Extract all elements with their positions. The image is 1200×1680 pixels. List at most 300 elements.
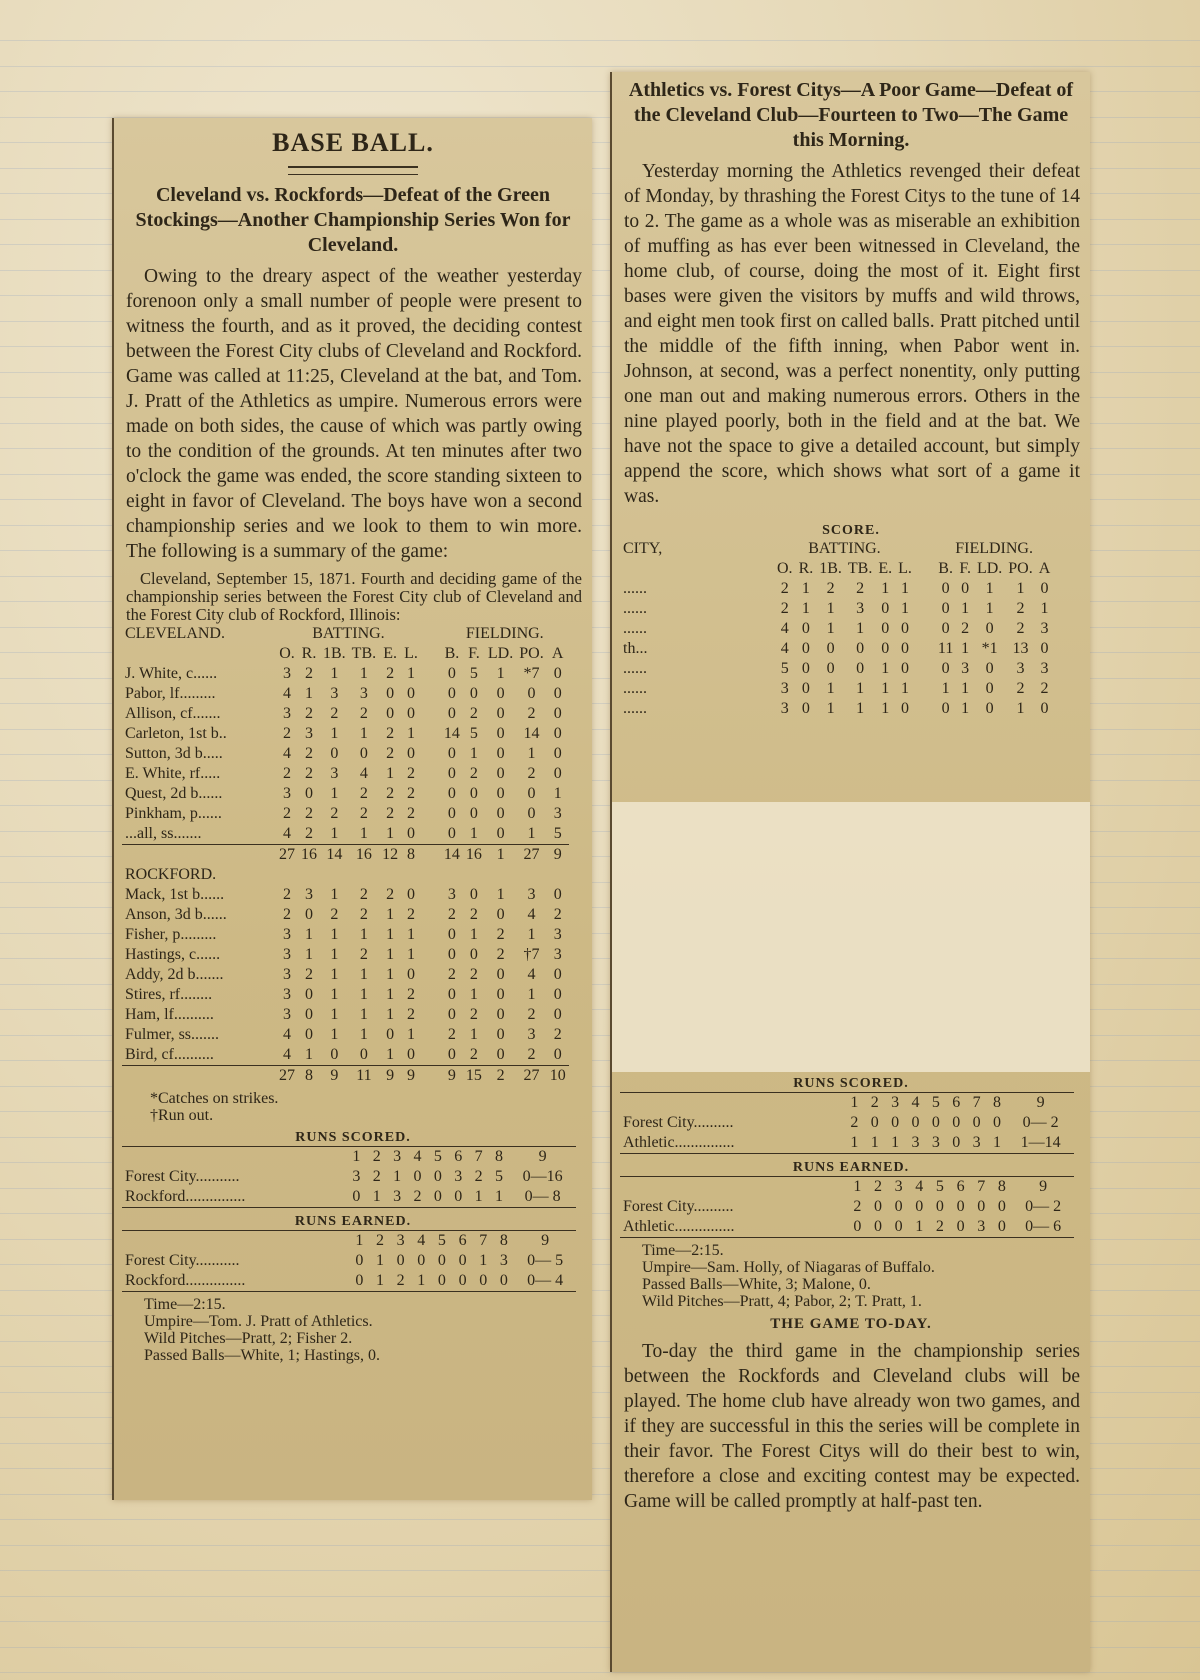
- stat-cell: 1: [386, 906, 395, 923]
- stat-cell: 0: [407, 745, 416, 762]
- inning-runs: 0: [458, 1272, 467, 1289]
- stat-cell: 2: [305, 805, 313, 822]
- stat-cell: 0: [553, 685, 562, 702]
- inning-runs: 1: [870, 1134, 879, 1151]
- stat-cell: 3: [553, 926, 562, 943]
- stat-cell: 0: [386, 685, 395, 702]
- stat-cell: 0: [447, 765, 456, 782]
- stat-cell: 2: [283, 805, 291, 822]
- stat-cell: 2: [386, 886, 395, 903]
- inning-runs: 2: [853, 1198, 862, 1215]
- stat-cell: 1: [330, 986, 339, 1003]
- inning-runs: 0: [956, 1198, 965, 1215]
- stat-cell: 1: [469, 825, 478, 842]
- innings-table: [620, 1092, 1074, 1154]
- box-score: [612, 539, 1090, 719]
- stat-cell: 2: [407, 986, 416, 1003]
- inning-runs: 0: [499, 1272, 508, 1289]
- stat-cell: 0: [801, 640, 810, 657]
- stat-cell: 0: [305, 906, 313, 923]
- inning-runs: 0: [997, 1198, 1006, 1215]
- note: Umpire—Sam. Holly, of Niagaras of Buffalo.: [642, 1259, 935, 1276]
- total-cell: 11: [349, 1066, 379, 1087]
- stat-cell: 0: [330, 1046, 339, 1063]
- stat-cell: 1: [386, 1046, 395, 1063]
- inning-runs: 0: [935, 1198, 944, 1215]
- player-name: Stires, rf........: [125, 986, 213, 1003]
- player-name: Allison, cf.......: [125, 705, 221, 722]
- stat-cell: 3: [553, 805, 562, 822]
- inning-runs: 0: [454, 1188, 463, 1205]
- player-name: ......: [623, 700, 647, 717]
- article-title: BASE BALL.: [272, 128, 434, 157]
- stat-cell: 5: [469, 725, 478, 742]
- stat-cell: 1: [407, 946, 416, 963]
- article-body: Owing to the dreary aspect of the weather yesterday forenoon only a small number of people were present to witness the fourth, and as it proved, the deciding contest between the Forest City clubs of Cleveland and Rockford. Game was called at 11:25, Cleveland at the bat, and Tom. J. Pratt of the Athletics as umpire. Numerous errors were made on both sides, the cause of which was partly owing to the condition of the grounds. At ten minutes after two o'clock the game was ended, the score standing sixteen to eight in favor of Cleveland. The boys have won a second championship series and we look to them to win more. The following is a summary of the game:: [126, 266, 582, 562]
- stat-cell: 2: [780, 600, 789, 617]
- column-header: 1B.: [323, 645, 346, 662]
- player-name: E. White, rf.....: [125, 765, 221, 782]
- inning-runs: 0: [437, 1272, 446, 1289]
- stat-cell: 4: [359, 765, 368, 782]
- stat-cell: 0: [941, 600, 950, 617]
- stat-cell: 0: [801, 620, 810, 637]
- stat-cell: 3: [527, 1026, 536, 1043]
- stat-cell: 0: [496, 725, 505, 742]
- spacer: [421, 784, 441, 804]
- stat-cell: 3: [283, 986, 291, 1003]
- team-runs-row: [620, 1217, 1074, 1238]
- stat-cell: 1: [1040, 600, 1049, 617]
- column-header: 1B.: [819, 560, 842, 577]
- score-title: SCORE.: [822, 523, 880, 538]
- inning-number: 4: [911, 1094, 920, 1111]
- stat-cell: 2: [330, 805, 339, 822]
- inning-runs: 2: [413, 1188, 422, 1205]
- inning-runs: 0— 2: [1022, 1114, 1059, 1131]
- stat-cell: 0: [801, 660, 810, 677]
- stat-cell: 2: [826, 580, 835, 597]
- player-name: Pabor, lf.........: [125, 685, 216, 702]
- stat-cell: 1: [330, 886, 339, 903]
- stat-cell: 2: [447, 966, 456, 983]
- stat-cell: 1: [386, 765, 395, 782]
- stat-cell: 1: [330, 665, 339, 682]
- total-cell: 9: [379, 1066, 401, 1087]
- column-header: PO.: [519, 645, 544, 662]
- player-row: [620, 619, 1053, 639]
- headline: Athletics vs. Forest Citys—A Poor Game—Defeat of the Cleveland Club—Fourteen to Two—The Game this Morning.: [628, 79, 1074, 151]
- inning-runs: 0: [956, 1218, 965, 1235]
- inning-number: 6: [454, 1148, 463, 1165]
- inning-runs: 0: [458, 1252, 467, 1269]
- stat-cell: 0: [1040, 580, 1049, 597]
- inning-runs: 1: [479, 1252, 488, 1269]
- stat-cell: 0: [496, 825, 505, 842]
- headline: Cleveland vs. Rockfords—Defeat of the Green Stockings—Another Championship Series Won for Cleveland.: [135, 184, 571, 256]
- inning-runs: 0: [972, 1114, 981, 1131]
- spacer: [620, 1177, 847, 1198]
- stat-cell: 1: [527, 986, 536, 1003]
- ledger-line: [0, 66, 1200, 67]
- spacer: [421, 664, 441, 684]
- stat-cell: 2: [527, 1046, 536, 1063]
- inning-number: 4: [417, 1232, 426, 1249]
- inning-number: 7: [479, 1232, 488, 1249]
- stat-cell: 1: [386, 966, 395, 983]
- stat-cell: 2: [386, 665, 395, 682]
- stat-cell: 2: [359, 946, 368, 963]
- stat-cell: 2: [305, 825, 313, 842]
- stat-cell: 0: [447, 785, 456, 802]
- stat-cell: 0: [407, 886, 416, 903]
- stat-cell: 1: [985, 600, 994, 617]
- stat-cell: 0: [881, 620, 890, 637]
- stat-cell: 0: [386, 1026, 395, 1043]
- inning-number: 4: [413, 1148, 422, 1165]
- stat-cell: 2: [330, 906, 339, 923]
- stat-cell: 2: [305, 745, 313, 762]
- spacer: [915, 639, 935, 659]
- note: Time—2:15.: [642, 1242, 724, 1259]
- player-row: [122, 925, 569, 945]
- spacer: [421, 1005, 441, 1025]
- team-name: Forest City..........: [623, 1114, 734, 1131]
- inning-runs: 1: [891, 1134, 900, 1151]
- inning-runs: 1: [850, 1134, 859, 1151]
- stat-cell: 1: [881, 580, 890, 597]
- stat-cell: 2: [359, 886, 368, 903]
- player-row: [122, 945, 569, 965]
- spacer: [421, 905, 441, 925]
- innings-table: [122, 1146, 576, 1208]
- innings-table: [620, 1176, 1074, 1238]
- inning-number: 2: [870, 1094, 879, 1111]
- column-header: F.: [959, 560, 971, 577]
- article-body: To-day the third game in the championship series between the Rockfords and Cleveland clubs will be played. The home club have already won two games, and if they are successful in this the series will be complete in their favor. The Forest Citys will do their best to win, therefore a close and exciting contest may be expected. Game will be called promptly at half-past ten.: [624, 1341, 1080, 1512]
- stat-cell: 2: [856, 580, 865, 597]
- player-name: Pinkham, p......: [125, 805, 222, 822]
- section-title: RUNS EARNED.: [792, 1160, 910, 1175]
- column-header: A: [1038, 560, 1051, 577]
- header-row: [122, 624, 569, 644]
- inning-runs: 1: [474, 1188, 483, 1205]
- spacer: [122, 1231, 349, 1252]
- stat-cell: 1: [330, 946, 339, 963]
- inning-runs: 2: [372, 1168, 381, 1185]
- column-header: L.: [898, 560, 912, 577]
- player-name: Fisher, p.........: [125, 926, 217, 943]
- inning-runs: 3: [977, 1218, 986, 1235]
- total-cell: 27: [276, 845, 298, 866]
- spacer: [915, 659, 935, 679]
- player-row: [122, 1005, 569, 1025]
- footnotes: [150, 1090, 582, 1124]
- stat-cell: 1: [359, 1006, 368, 1023]
- spacer: [421, 624, 441, 644]
- inning-runs: 3: [972, 1134, 981, 1151]
- inning-runs: 1: [372, 1188, 381, 1205]
- stat-cell: 0: [305, 986, 313, 1003]
- column-header: TB.: [847, 560, 873, 577]
- stat-cell: †7: [523, 946, 540, 963]
- column-header: LD.: [976, 560, 1003, 577]
- inning-runs: 0: [355, 1272, 364, 1289]
- stat-cell: 2: [469, 966, 478, 983]
- column-header: R.: [301, 645, 317, 662]
- spacer: [421, 1066, 441, 1087]
- total-cell: 14: [441, 845, 463, 866]
- stat-cell: 2: [496, 946, 505, 963]
- inning-number: 8: [997, 1178, 1006, 1195]
- spacer: [421, 945, 441, 965]
- box-score-table: [122, 624, 569, 1086]
- inning-number: 8: [992, 1094, 1001, 1111]
- stat-cell: 0: [553, 1046, 562, 1063]
- stat-cell: 3: [527, 886, 536, 903]
- batting-label: BATTING.: [312, 625, 385, 642]
- stat-cell: 0: [881, 600, 890, 617]
- column-header: O.: [279, 645, 295, 662]
- stat-cell: 1: [407, 1026, 416, 1043]
- player-name: Sutton, 3d b.....: [125, 745, 223, 762]
- stat-cell: 0: [941, 580, 950, 597]
- player-row: [122, 684, 569, 704]
- inning-runs: 1: [376, 1272, 384, 1289]
- innings-header: [620, 1093, 1074, 1114]
- column-header: B.: [938, 560, 953, 577]
- total-cell: 16: [463, 845, 485, 866]
- stat-cell: 0: [941, 660, 950, 677]
- spacer: [421, 885, 441, 905]
- stat-cell: 0: [985, 660, 994, 677]
- stat-cell: 0: [305, 1026, 313, 1043]
- player-name: ......: [623, 580, 647, 597]
- stat-cell: 0: [386, 705, 395, 722]
- team-runs-row: [620, 1113, 1074, 1133]
- stat-cell: 1: [359, 1026, 368, 1043]
- stat-cell: 3: [283, 665, 291, 682]
- stat-cell: 2: [469, 906, 478, 923]
- inning-number: 6: [458, 1232, 467, 1249]
- stat-cell: 1: [496, 886, 505, 903]
- stat-cell: 1: [359, 966, 368, 983]
- stat-cell: 0: [553, 886, 562, 903]
- stat-cell: 0: [496, 1006, 505, 1023]
- stat-cell: 0: [941, 700, 950, 717]
- stat-cell: 4: [283, 825, 291, 842]
- player-name: ...all, ss.......: [125, 825, 202, 842]
- stat-cell: 5: [469, 665, 478, 682]
- player-row: [620, 599, 1053, 619]
- team-runs-row: [620, 1197, 1074, 1217]
- inning-number: 5: [935, 1178, 944, 1195]
- stat-cell: 1: [305, 685, 313, 702]
- stat-cell: 0: [496, 705, 505, 722]
- header-row: [620, 539, 1053, 559]
- inning-runs: 1: [376, 1252, 384, 1269]
- spacer: [421, 985, 441, 1005]
- note: Passed Balls—White, 1; Hastings, 0.: [144, 1347, 380, 1364]
- inning-number: 6: [952, 1094, 961, 1111]
- spacer: [421, 925, 441, 945]
- team-label: CITY,: [623, 540, 663, 557]
- stat-cell: 0: [961, 580, 970, 597]
- stat-cell: 0: [1040, 700, 1049, 717]
- stat-cell: 2: [527, 1006, 536, 1023]
- total-cell: 27: [516, 1066, 546, 1087]
- inning-runs: 1: [417, 1272, 426, 1289]
- column-header: TB.: [351, 645, 377, 662]
- stat-cell: 0: [305, 785, 313, 802]
- stat-cell: 0: [553, 725, 562, 742]
- stat-cell: 3: [283, 1006, 291, 1023]
- inning-runs: 3: [931, 1134, 940, 1151]
- stat-cell: 2: [305, 705, 313, 722]
- inning-runs: 0: [952, 1114, 961, 1131]
- inning-runs: 0: [417, 1252, 426, 1269]
- inning-number: 1: [355, 1232, 364, 1249]
- inning-runs: 3: [911, 1134, 920, 1151]
- inning-number: 9: [541, 1232, 550, 1249]
- total-cell: 15: [463, 1066, 485, 1087]
- right-clipping: [610, 72, 1090, 1672]
- stat-cell: 4: [780, 620, 789, 637]
- player-row: [122, 824, 569, 845]
- player-row: [620, 579, 1053, 599]
- stat-cell: 1: [386, 825, 395, 842]
- stat-cell: 2: [527, 705, 536, 722]
- inning-runs: 3: [393, 1188, 402, 1205]
- stat-cell: 4: [527, 906, 536, 923]
- stat-cell: 2: [553, 1026, 562, 1043]
- inning-runs: 2: [850, 1114, 859, 1131]
- team-runs-row: [122, 1271, 576, 1292]
- stat-cell: 1: [359, 725, 368, 742]
- stat-cell: 0: [359, 745, 368, 762]
- stat-cell: 1: [527, 926, 536, 943]
- team-name: Forest City...........: [125, 1252, 240, 1269]
- stat-cell: 0: [496, 906, 505, 923]
- stat-cell: 0: [447, 986, 456, 1003]
- stat-cell: 4: [283, 1026, 291, 1043]
- stat-cell: 2: [553, 906, 562, 923]
- stat-cell: 1: [330, 926, 339, 943]
- stat-cell: 5: [780, 660, 789, 677]
- team-label: CLEVELAND.: [125, 625, 225, 642]
- stat-cell: 1: [527, 825, 536, 842]
- footnote: †Run out.: [150, 1107, 214, 1124]
- stat-cell: 1: [305, 946, 313, 963]
- spacer: [915, 559, 935, 579]
- column-header: E.: [878, 560, 893, 577]
- stat-cell: 0: [496, 685, 505, 702]
- stat-cell: 1: [826, 620, 835, 637]
- stat-cell: 1: [305, 1046, 313, 1063]
- inning-number: 2: [372, 1148, 381, 1165]
- inning-runs: 3: [454, 1168, 463, 1185]
- spacer: [620, 1093, 844, 1114]
- stat-cell: 3: [283, 966, 291, 983]
- stat-cell: 2: [359, 705, 368, 722]
- stat-cell: 0: [553, 765, 562, 782]
- player-row: [620, 659, 1053, 679]
- stat-cell: 1: [881, 680, 890, 697]
- stat-cell: 3: [1016, 660, 1025, 677]
- stat-cell: 0: [553, 986, 562, 1003]
- player-row: [620, 699, 1053, 719]
- inning-runs: 0: [479, 1272, 488, 1289]
- total-cell: 16: [349, 845, 379, 866]
- inning-number: 6: [956, 1178, 965, 1195]
- column-header: PO.: [1008, 560, 1033, 577]
- total-cell: 9: [320, 1066, 349, 1087]
- totals-row: [122, 845, 569, 866]
- inning-number: 2: [376, 1232, 384, 1249]
- inning-runs: 3: [499, 1252, 508, 1269]
- stat-cell: 3: [305, 886, 313, 903]
- inning-runs: 0: [894, 1198, 903, 1215]
- stat-cell: 0: [447, 665, 456, 682]
- player-row: [122, 804, 569, 824]
- inning-number: 9: [1039, 1178, 1048, 1195]
- total-cell: 1: [485, 845, 516, 866]
- stat-cell: 0: [527, 685, 536, 702]
- stat-cell: 2: [1016, 620, 1025, 637]
- stat-cell: 3: [1040, 620, 1049, 637]
- stat-cell: 1: [386, 1006, 395, 1023]
- stat-cell: 0: [496, 745, 505, 762]
- stat-cell: 2: [447, 906, 456, 923]
- player-name: Carleton, 1st b..: [125, 725, 227, 742]
- inning-runs: 0: [853, 1218, 862, 1235]
- total-cell: 27: [516, 845, 546, 866]
- stat-cell: 2: [496, 926, 505, 943]
- stat-cell: 1: [527, 745, 536, 762]
- spacer: [421, 1025, 441, 1045]
- stat-cell: 0: [447, 1046, 456, 1063]
- column-header-row: [620, 559, 1053, 579]
- player-name: Hastings, c......: [125, 946, 221, 963]
- stat-cell: 1: [469, 1026, 478, 1043]
- stat-cell: 1: [359, 665, 368, 682]
- spacer: [915, 619, 935, 639]
- stat-cell: *7: [523, 665, 540, 682]
- spacer: [421, 684, 441, 704]
- stat-cell: 0: [447, 946, 456, 963]
- inning-runs: 0: [992, 1114, 1001, 1131]
- stat-cell: 1: [386, 926, 395, 943]
- stat-cell: 0: [469, 685, 478, 702]
- player-row: [122, 764, 569, 784]
- player-name: J. White, c......: [125, 665, 218, 682]
- spacer: [421, 1045, 441, 1066]
- spacer: [915, 599, 935, 619]
- stat-cell: 1: [330, 1006, 339, 1023]
- stat-cell: 3: [330, 685, 339, 702]
- stat-cell: 0: [496, 966, 505, 983]
- inning-runs: 0—16: [522, 1168, 563, 1185]
- column-header: B.: [444, 645, 460, 662]
- stat-cell: 0: [553, 1006, 562, 1023]
- inning-runs: 0: [437, 1252, 446, 1269]
- team-name: Athletic...............: [623, 1134, 735, 1151]
- stat-cell: 0: [901, 640, 910, 657]
- stat-cell: 2: [283, 906, 291, 923]
- stat-cell: 0: [407, 1046, 416, 1063]
- inning-runs: 0: [977, 1198, 986, 1215]
- player-row: [122, 965, 569, 985]
